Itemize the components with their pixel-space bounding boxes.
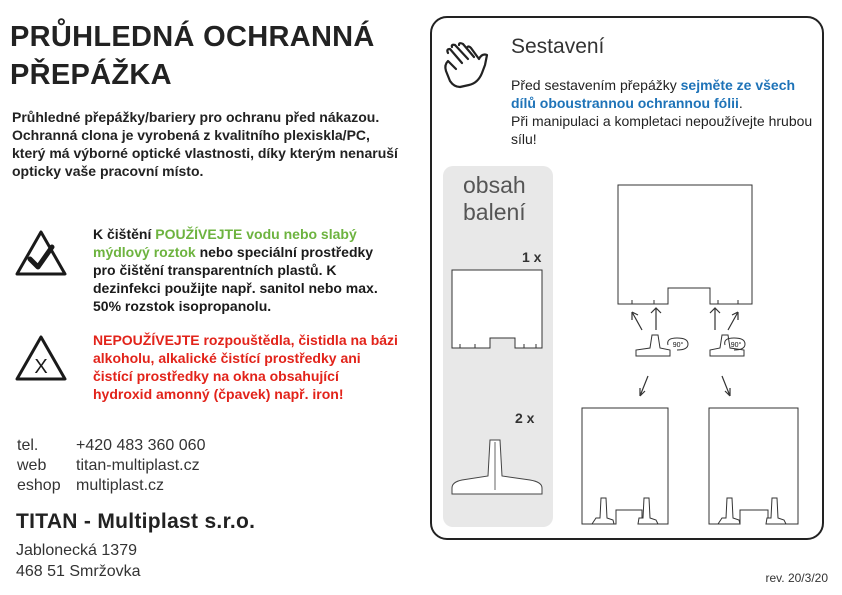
revision-label: rev. 20/3/20 bbox=[765, 571, 828, 585]
handling-warning: Při manipulaci a kompletaci nepoužívejte hrubou sílu! bbox=[511, 113, 813, 147]
web-link[interactable]: titan-multiplast.cz bbox=[76, 457, 200, 474]
assembly-instructions: Před sestavením přepážky sejměte ze všech dílů oboustrannou ochrannou fólii. Při manipulaci a kompletaci nepoužívejte hrubou sílu! bbox=[511, 77, 813, 147]
cleaning-allowed-highlight: POUŽÍVEJTE vodu nebo slabý mýdlový roztok bbox=[93, 226, 357, 260]
foot-quantity: 2 x bbox=[515, 410, 535, 426]
foot-part-drawing bbox=[450, 438, 546, 496]
svg-text:X: X bbox=[34, 356, 48, 378]
contact-row: eshop multiplast.cz bbox=[17, 477, 165, 494]
x-warning-icon bbox=[14, 334, 68, 382]
cleaning-allowed-prefix: K čištění bbox=[93, 226, 156, 242]
checkmark-warning-icon bbox=[14, 229, 68, 277]
page-title: PRŮHLEDNÁ OCHRANNÁ PŘEPÁŽKA bbox=[10, 21, 375, 91]
cleaning-allowed-note bbox=[93, 225, 398, 315]
foil-removal-highlight: sejměte ze všech dílů oboustrannou ochrannou fólii bbox=[511, 77, 796, 111]
svg-text:90°: 90° bbox=[672, 342, 684, 349]
glove-icon bbox=[442, 43, 494, 91]
cleaning-allowed-suffix: nebo speciální prostředky pro čištění transparentních plastů. K dezinfekci použijte např. sanitol nebo max. 50% rozstok isopropanolu. bbox=[93, 244, 378, 314]
cleaning-forbidden-note: NEPOUŽÍVEJTE rozpouštědla, čistidla na bázi alkoholu, alkalické čistící prostředky ani čistící prostředky na okna obsahující hydroxid amonný (čpavek) např. iron! bbox=[93, 332, 398, 402]
package-contents-title: obsah balení bbox=[463, 172, 526, 225]
intro-text: Průhledné přepážky/bariery pro ochranu před nákazou. Ochranná clona je vyrobená z kvalitního plexiskla/PC, který má výborné optické vlastnosti, díky kterým nenaruší opticky vaše pracovní místo. bbox=[12, 109, 398, 179]
company-name: TITAN - Multiplast s.r.o. bbox=[16, 510, 256, 533]
panel-quantity: 1 x bbox=[522, 249, 542, 265]
panel-part-drawing bbox=[450, 268, 546, 352]
eshop-link[interactable]: multiplast.cz bbox=[76, 477, 165, 494]
svg-text:90°: 90° bbox=[730, 342, 742, 349]
phone-number: +420 483 360 060 bbox=[76, 437, 206, 454]
contact-row: tel. +420 483 360 060 bbox=[17, 437, 206, 454]
assembly-diagram bbox=[570, 180, 820, 525]
company-address: Jablonecká 1379 468 51 Smržovka bbox=[16, 542, 141, 580]
assembly-title: Sestavení bbox=[511, 35, 605, 58]
contact-list bbox=[17, 436, 205, 496]
contact-row: web titan-multiplast.cz bbox=[17, 457, 200, 474]
